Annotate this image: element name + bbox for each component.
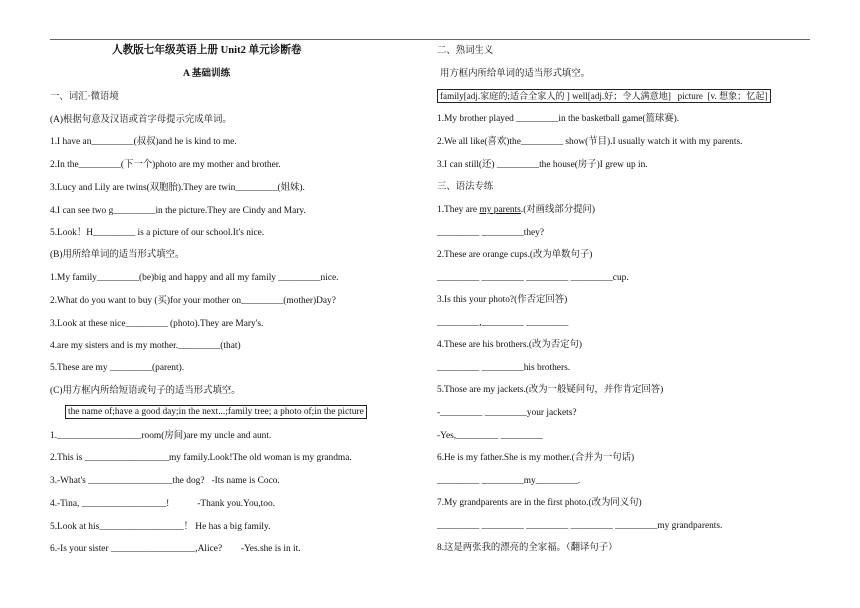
grammar-question-6: 6.He is my father.She is my mother.(合并为一句话) (437, 453, 635, 463)
part-a-instruction: (A)根据句意及汉语或首字母提示完成单词。 (50, 115, 232, 125)
grammar-question-2: 2.These are orange cups.(改为单数句子) (437, 250, 593, 260)
top-divider-line (50, 39, 810, 40)
part-c-question-3: 3.-What's __________________the dog? -Its name is Coco. (50, 476, 280, 486)
grammar-answer-4: _________ _________his brothers. (437, 363, 571, 373)
part-a-question-4: 4.I can see two g_________in the picture.They are Cindy and Mary. (50, 206, 306, 216)
grammar-answer-2: _________ _________ _________ _________cup. (437, 273, 629, 283)
grammar-question-8: 8.这是两张我的漂亮的全家福。（翻译句子） (437, 543, 618, 553)
exam-title: 人教版七年级英语上册 Unit2 单元诊断卷 (112, 45, 302, 56)
grammar-answer-5a: -_________ _________your jackets? (437, 408, 577, 418)
grammar-question-5: 5.Those are my jackets.(改为一般疑问句，并作肯定回答) (437, 385, 664, 395)
grammar-answer-3: _________,_________ _________ (437, 318, 569, 328)
grammar-answer-6: _________ _________my_________. (437, 476, 581, 486)
word-meaning-question-2: 2.We all like(喜欢)the_________ show(节目).I usually watch it with my parents. (437, 137, 743, 147)
grammar-question-4: 4.These are his brothers.(改为否定句) (437, 340, 583, 350)
part-c-question-2: 2.This is __________________my family.Look!The old woman is my grandma. (50, 453, 352, 463)
part-c-question-1: 1.__________________room(房间)are my uncle and aunt. (50, 431, 272, 441)
part-a-question-5: 5.Look！H_________ is a picture of our school.It's nice. (50, 228, 265, 238)
part-c-question-6: 6.-Is your sister __________________,Alice? -Yes.she is in it. (50, 544, 301, 554)
grammar-q1-prefix: 1.They are (437, 205, 480, 215)
part-b-question-5: 5.These are my _________(parent). (50, 363, 185, 373)
word-meaning-question-3: 3.I can still(还) _________the house(房子)I grew up in. (437, 160, 648, 170)
grammar-question-1 (437, 204, 595, 216)
part-a-question-3: 3.Lucy and Lily are twins(双胞胎).They are twin_________(姐妹). (50, 183, 305, 193)
part-c-instruction: (C)用方框内所给短语或句子的适当形式填空。 (50, 386, 241, 396)
grammar-question-7: 7.My grandparents are in the first photo.(改为同义句) (437, 498, 642, 508)
grammar-answer-7: _________ _________ _________ _________ _________my grandparents. (437, 521, 723, 531)
section-word-meaning-instruction: 用方框内所给单词的适当形式填空。 (440, 69, 591, 79)
part-b-instruction: (B)用所给单词的适当形式填空。 (50, 250, 185, 260)
grammar-question-3: 3.Is this your photo?(作否定回答) (437, 295, 568, 305)
part-c-question-5: 5.Look at his__________________！ He has a big family. (50, 522, 271, 532)
part-c-question-4: 4.-Tina, __________________! -Thank you.You,too. (50, 499, 276, 509)
part-a-question-1: 1.I have an_________(叔叔)and he is kind to me. (50, 137, 237, 147)
part-b-question-4: 4.are my sisters and is my mother._________(that) (50, 341, 241, 351)
grammar-q1-underlined: my parents (479, 205, 521, 215)
part-b-question-2: 2.What do you want to buy (买)for your mother on_________(mother)Day? (50, 296, 336, 306)
part-b-question-1: 1.My family_________(be)big and happy and all my family _________nice. (50, 273, 339, 283)
grammar-answer-1: _________ _________they? (437, 228, 545, 238)
grammar-answer-5b: -Yes,_________ _________ (437, 431, 543, 441)
word-meaning-question-1: 1.My brother played _________in the basketball game(篮球赛). (437, 114, 680, 124)
section-word-meaning-heading: 二、熟词生义 (437, 46, 494, 56)
word-meaning-box: family[adj.家庭的;适合全家人的 ] well[adj.好；令人满意地] picture [v. 想象；忆起] (437, 89, 771, 103)
part-c-phrase-box: the name of;have a good day;in the next...;family tree; a photo of;in the picture (65, 405, 367, 419)
section-vocabulary-heading: 一、词汇·微语境 (50, 92, 119, 102)
section-a-heading: A 基础训练 (183, 68, 231, 79)
part-b-question-3: 3.Look at these nice_________ (photo).They are Mary's. (50, 319, 264, 329)
part-a-question-2: 2.In the_________(下一个)photo are my mother and brother. (50, 160, 281, 170)
grammar-q1-suffix: .(对画线部分提问) (520, 205, 596, 215)
section-grammar-heading: 三、语法专练 (437, 182, 494, 192)
